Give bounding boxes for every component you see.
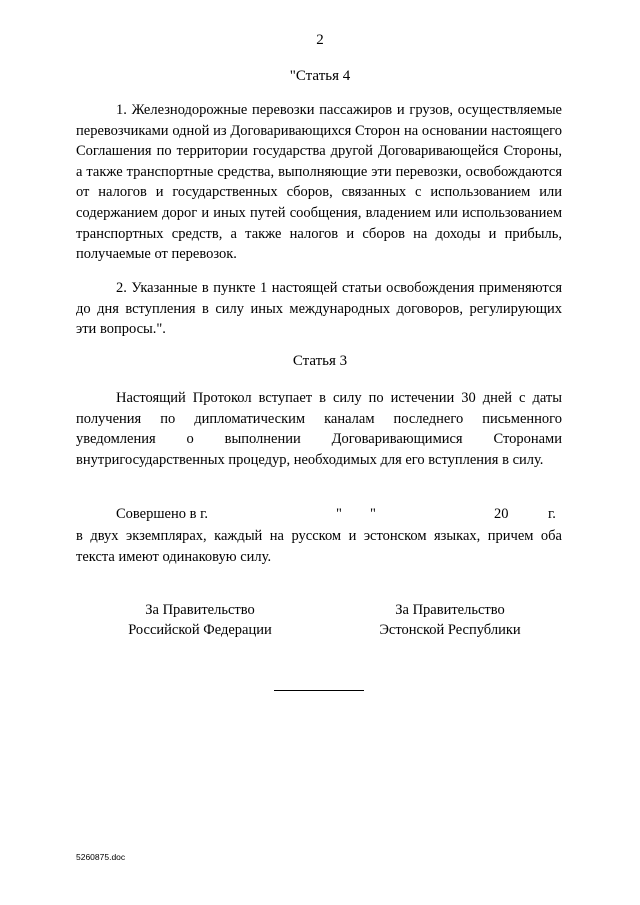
signed-year: 20 [494, 506, 509, 522]
signed-place-date-row [76, 506, 562, 526]
signature-estonia-line-2: Эстонской Республики [379, 622, 521, 638]
article-4-paragraph-2 [76, 278, 562, 340]
article-4-paragraph-1-text: 1. Железнодорожные перевозки пассажиров и грузов, осуществляемые перевозчиками одной из Договаривающихся Сторон на основании настоящего Соглашения по территории государства другой Договаривающейся Стороны, а также транспортные средства, выполняющие эти перевозки, освобождаются от налогов и государственных сборов, связанных с использованием или содержанием дорог и иных путей сообщения, владением или использованием транспортных средств, а также налогов и сборов на доходы и прибыль, получаемые от перевозок. [76, 102, 562, 263]
signed-copies-text: в двух экземплярах, каждый на русском и эстонском языках, причем оба текста имеют одинаковую силу. [76, 528, 562, 565]
signature-block-estonia [360, 600, 540, 640]
article-3-heading: Статья 3 [292, 353, 348, 369]
signed-prefix: Совершено в г. [116, 506, 209, 522]
file-name-footer: 5260875.doc [76, 852, 126, 862]
signature-block-russia [110, 600, 290, 640]
article-4-paragraph-2-text: 2. Указанные в пункте 1 настоящей статьи освобождения применяются до дня вступления в силу иных международных договоров, регулирующих эти вопросы.". [76, 280, 562, 338]
signature-russia-line-1: За Правительство [145, 602, 255, 618]
article-3-paragraph [76, 388, 562, 470]
date-quote-open: " [336, 506, 342, 522]
date-quote-close: " [370, 506, 376, 522]
signature-estonia-line-1: За Правительство [395, 602, 505, 618]
signed-year-suffix: г. [548, 506, 556, 522]
signature-russia-line-2: Российской Федерации [128, 622, 272, 638]
article-4-paragraph-1 [76, 100, 562, 265]
article-4-heading: "Статья 4 [289, 68, 351, 84]
end-of-document-rule [274, 690, 364, 691]
page-number: 2 [316, 32, 324, 48]
article-3-paragraph-text: Настоящий Протокол вступает в силу по истечении 30 дней с даты получения по дипломатическим каналам последнего письменного уведомления о выполнении Договаривающимися Сторонами внутригосударственных процедур, необходимых для его вступления в силу. [76, 390, 562, 468]
